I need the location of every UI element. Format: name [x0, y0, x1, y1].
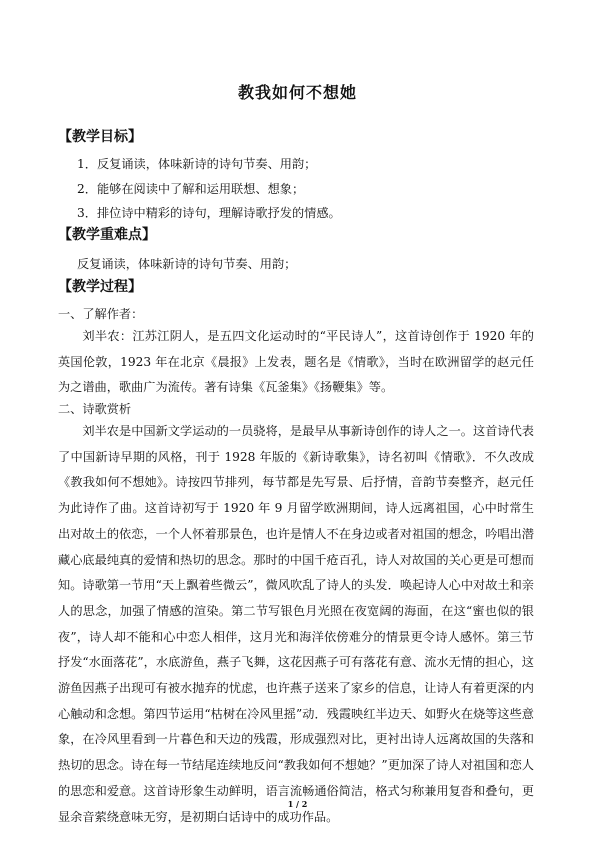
key-points-heading: 【教学重难点】 — [58, 227, 156, 243]
goal-item-2: 2．能够在阅读中了解和运用联想、想象； — [77, 182, 305, 196]
goals-heading: 【教学目标】 — [58, 129, 142, 145]
goal-item-3: 3．排位诗中精彩的诗句，理解诗歌抒发的情感。 — [77, 206, 341, 220]
key-points-text: 反复诵读，体味新诗的诗句节奏、用韵； — [77, 257, 297, 271]
part2-heading: 二、诗歌赏析 — [58, 402, 132, 416]
process-heading: 【教学过程】 — [58, 279, 142, 295]
goal-item-1: 1．反复诵读，体味新诗的诗句节奏、用韵； — [77, 157, 317, 171]
page-number: 1 / 2 — [287, 799, 308, 809]
page-title: 教我如何不想她 — [237, 83, 357, 102]
part1-heading: 一、了解作者： — [58, 307, 144, 321]
part1-paragraph: 刘半农：江苏江阴人，是五四文化运动时的“平民诗人”，这首诗创作于 1920 年的英国伦敦，1923 年在北京《晨报》上发表，题名是《情歌》，当时在欧洲留学的赵元任为之谱曲，歌曲广为流传。著有诗集《瓦釜集》《扬鞭集》等。 — [58, 329, 534, 395]
part2-paragraph: 刘半农是中国新文学运动的一员骁将，是最早从事新诗创作的诗人之一。这首诗代表了中国新诗早期的风格，刊于 1928 年版的《新诗歌集》，诗名初叫《情歌》．不久改成《教我如何不想她》。诗按四节排列，每节都是先写景、后抒情，音韵节奏整齐，赵元任为此诗作了曲。这首诗初写于 1920 年 9 月留学欧洲期间，诗人远离祖国，心中时常生出对故土的依恋，一个人怀着那景色，也许是情人不在身边或者对祖国的想念，吟唱出潜藏心底最纯真的爱情和热切的思念。那时的中国千疮百孔，诗人对故国的关心更是可想而知。诗歌第一节用“天上飘着些微云”，微风吹乱了诗人的头发．唤起诗人心中对故土和亲人的思念，加强了情感的渲染。第二节写银色月光照在夜宽阔的海面，在这“蜜也似的银夜”，诗人却不能和心中恋人相伴，这月光和海洋依傍难分的情景更令诗人感怀。第三节抒发“水面落花”，水底游鱼，燕子飞舞，这花因燕子可有落花有意、流水无情的担心，这游鱼因燕子出现可有被水抛弃的忧虑，也许燕子送来了家乡的信息，让诗人有着更深的内心触动和念想。第四节运用“枯树在冷风里摇”动．残霞映红半边天、如野火在烧等这些意象，在冷风里看到一片暮色和天边的残霞，形成强烈对比，更衬出诗人远离故国的失落和热切的思念。诗在每一节结尾连续地反问“教我如何不想她？”更加深了诗人对祖国和恋人的思恋和爱意。这首诗形象生动鲜明，语言流畅通俗简洁，格式匀称兼用复沓和叠句，更显余音萦绕意味无穷，是初期白话诗中的成功作品。 — [58, 424, 534, 824]
